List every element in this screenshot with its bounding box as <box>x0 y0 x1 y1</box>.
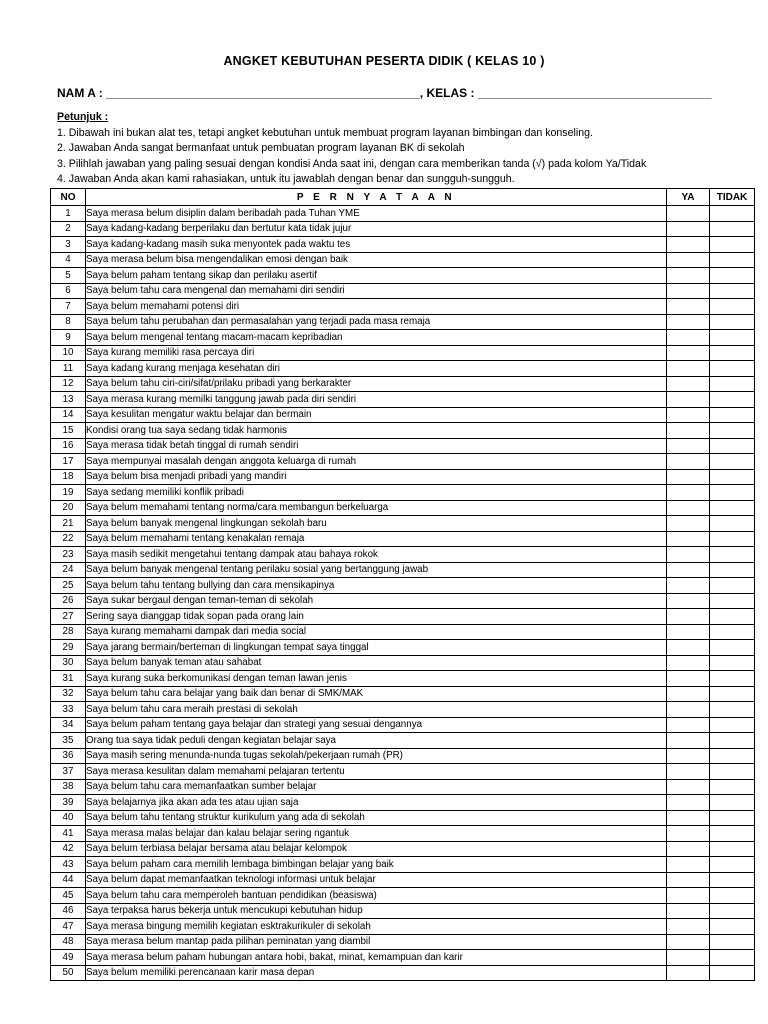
row-number: 18 <box>51 469 86 485</box>
table-row <box>51 826 755 842</box>
ya-checkbox-cell[interactable] <box>667 345 710 361</box>
table-row <box>51 578 755 594</box>
ya-checkbox-cell[interactable] <box>667 934 710 950</box>
row-number: 28 <box>51 624 86 640</box>
ya-checkbox-cell[interactable] <box>667 376 710 392</box>
tidak-checkbox-cell[interactable] <box>710 345 755 361</box>
table-body <box>51 206 755 981</box>
ya-checkbox-cell[interactable] <box>667 283 710 299</box>
row-number: 41 <box>51 826 86 842</box>
row-number: 50 <box>51 965 86 981</box>
row-statement: Saya belum memahami tentang norma/cara membangun berkeluarga <box>86 500 667 516</box>
row-number: 9 <box>51 330 86 346</box>
ya-checkbox-cell[interactable] <box>667 671 710 687</box>
table-row <box>51 888 755 904</box>
ya-checkbox-cell[interactable] <box>667 299 710 315</box>
tidak-checkbox-cell[interactable] <box>710 717 755 733</box>
ya-checkbox-cell[interactable] <box>667 733 710 749</box>
row-statement: Sering saya dianggap tidak sopan pada orang lain <box>86 609 667 625</box>
table-row <box>51 314 755 330</box>
ya-checkbox-cell[interactable] <box>667 779 710 795</box>
row-statement: Saya belum memahami potensi diri <box>86 299 667 315</box>
ya-checkbox-cell[interactable] <box>667 717 710 733</box>
row-statement: Saya sukar bergaul dengan teman-teman di sekolah <box>86 593 667 609</box>
row-statement: Saya belum banyak mengenal lingkungan sekolah baru <box>86 516 667 532</box>
row-statement: Saya kesulitan mengatur waktu belajar dan bermain <box>86 407 667 423</box>
nama-label: NAM A : <box>57 86 103 100</box>
tidak-checkbox-cell[interactable] <box>710 609 755 625</box>
row-number: 16 <box>51 438 86 454</box>
table-row <box>51 237 755 253</box>
table-row <box>51 702 755 718</box>
table-row <box>51 330 755 346</box>
table-row <box>51 500 755 516</box>
tidak-checkbox-cell[interactable] <box>710 438 755 454</box>
table-row <box>51 841 755 857</box>
row-statement: Saya belum tahu ciri-ciri/sifat/prilaku pribadi yang berkarakter <box>86 376 667 392</box>
ya-checkbox-cell[interactable] <box>667 407 710 423</box>
row-number: 27 <box>51 609 86 625</box>
table-row <box>51 764 755 780</box>
row-number: 34 <box>51 717 86 733</box>
ya-checkbox-cell[interactable] <box>667 237 710 253</box>
row-statement: Saya jarang bermain/berteman di lingkungan tempat saya tinggal <box>86 640 667 656</box>
ya-checkbox-cell[interactable] <box>667 857 710 873</box>
tidak-checkbox-cell[interactable] <box>710 407 755 423</box>
row-statement: Saya merasa belum bisa mengendalikan emosi dengan baik <box>86 252 667 268</box>
tidak-checkbox-cell[interactable] <box>710 702 755 718</box>
row-number: 42 <box>51 841 86 857</box>
ya-checkbox-cell[interactable] <box>667 314 710 330</box>
tidak-checkbox-cell[interactable] <box>710 655 755 671</box>
tidak-checkbox-cell[interactable] <box>710 764 755 780</box>
tidak-checkbox-cell[interactable] <box>710 531 755 547</box>
tidak-checkbox-cell[interactable] <box>710 748 755 764</box>
row-number: 7 <box>51 299 86 315</box>
row-number: 13 <box>51 392 86 408</box>
table-row <box>51 252 755 268</box>
table-row <box>51 221 755 237</box>
header-statement: P E R N Y A T A A N <box>86 189 667 206</box>
row-number: 46 <box>51 903 86 919</box>
tidak-checkbox-cell[interactable] <box>710 903 755 919</box>
row-number: 5 <box>51 268 86 284</box>
row-number: 31 <box>51 671 86 687</box>
ya-checkbox-cell[interactable] <box>667 640 710 656</box>
tidak-checkbox-cell[interactable] <box>710 454 755 470</box>
row-statement: Saya belum paham cara memilih lembaga bimbingan belajar yang baik <box>86 857 667 873</box>
row-statement: Saya belum memahami tentang kenakalan remaja <box>86 531 667 547</box>
ya-checkbox-cell[interactable] <box>667 206 710 222</box>
row-number: 14 <box>51 407 86 423</box>
tidak-checkbox-cell[interactable] <box>710 500 755 516</box>
ya-checkbox-cell[interactable] <box>667 748 710 764</box>
tidak-checkbox-cell[interactable] <box>710 423 755 439</box>
row-statement: Saya kurang suka berkomunikasi dengan teman lawan jenis <box>86 671 667 687</box>
row-statement: Saya belum paham tentang gaya belajar dan strategi yang sesuai dengannya <box>86 717 667 733</box>
row-statement: Saya belum tahu cara memperoleh bantuan pendidikan (beasiswa) <box>86 888 667 904</box>
table-row <box>51 407 755 423</box>
row-number: 12 <box>51 376 86 392</box>
tidak-checkbox-cell[interactable] <box>710 221 755 237</box>
row-statement: Saya belum tahu tentang bullying dan cara mensikapinya <box>86 578 667 594</box>
row-number: 24 <box>51 562 86 578</box>
row-statement: Saya belum memiliki perencanaan karir masa depan <box>86 965 667 981</box>
kelas-label: , KELAS : <box>419 86 475 100</box>
row-statement: Saya merasa kurang memilki tanggung jawab pada diri sendiri <box>86 392 667 408</box>
tidak-checkbox-cell[interactable] <box>710 314 755 330</box>
ya-checkbox-cell[interactable] <box>667 686 710 702</box>
ya-checkbox-cell[interactable] <box>667 438 710 454</box>
tidak-checkbox-cell[interactable] <box>710 485 755 501</box>
table-row <box>51 934 755 950</box>
table-row <box>51 376 755 392</box>
row-statement: Saya kadang-kadang masih suka menyontek pada waktu tes <box>86 237 667 253</box>
ya-checkbox-cell[interactable] <box>667 485 710 501</box>
row-number: 25 <box>51 578 86 594</box>
instruction-item: 3. Pilihlah jawaban yang paling sesuai dengan kondisi Anda saat ini, dengan cara memberikan tanda (√) pada kolom Ya/Tidak <box>57 157 647 170</box>
row-number: 21 <box>51 516 86 532</box>
row-statement: Saya belum tahu cara mengenal dan memahami diri sendiri <box>86 283 667 299</box>
row-number: 20 <box>51 500 86 516</box>
tidak-checkbox-cell[interactable] <box>710 268 755 284</box>
row-number: 40 <box>51 810 86 826</box>
row-statement: Saya belajarnya jika akan ada tes atau ujian saja <box>86 795 667 811</box>
questionnaire-table <box>50 188 755 981</box>
row-statement: Saya belum tahu tentang struktur kurikulum yang ada di sekolah <box>86 810 667 826</box>
row-number: 15 <box>51 423 86 439</box>
row-number: 2 <box>51 221 86 237</box>
row-statement: Saya belum tahu cara meraih prestasi di sekolah <box>86 702 667 718</box>
table-row <box>51 903 755 919</box>
nama-field[interactable]: _______________________________________________ <box>106 86 420 100</box>
row-statement: Saya merasa belum paham hubungan antara hobi, bakat, minat, kemampuan dan karir <box>86 950 667 966</box>
row-statement: Orang tua saya tidak peduli dengan kegiatan belajar saya <box>86 733 667 749</box>
ya-checkbox-cell[interactable] <box>667 562 710 578</box>
row-number: 29 <box>51 640 86 656</box>
tidak-checkbox-cell[interactable] <box>710 516 755 532</box>
row-statement: Saya merasa malas belajar dan kalau belajar sering ngantuk <box>86 826 667 842</box>
table-row <box>51 919 755 935</box>
row-statement: Kondisi orang tua saya sedang tidak harmonis <box>86 423 667 439</box>
header-ya: YA <box>667 189 710 206</box>
ya-checkbox-cell[interactable] <box>667 826 710 842</box>
tidak-checkbox-cell[interactable] <box>710 562 755 578</box>
tidak-checkbox-cell[interactable] <box>710 392 755 408</box>
row-statement: Saya belum banyak teman atau sahabat <box>86 655 667 671</box>
tidak-checkbox-cell[interactable] <box>710 888 755 904</box>
table-row <box>51 810 755 826</box>
row-statement: Saya merasa belum disiplin dalam beribadah pada Tuhan YME <box>86 206 667 222</box>
ya-checkbox-cell[interactable] <box>667 593 710 609</box>
tidak-checkbox-cell[interactable] <box>710 872 755 888</box>
ya-checkbox-cell[interactable] <box>667 330 710 346</box>
tidak-checkbox-cell[interactable] <box>710 857 755 873</box>
tidak-checkbox-cell[interactable] <box>710 826 755 842</box>
ya-checkbox-cell[interactable] <box>667 361 710 377</box>
ya-checkbox-cell[interactable] <box>667 469 710 485</box>
row-statement: Saya kadang kurang menjaga kesehatan diri <box>86 361 667 377</box>
tidak-checkbox-cell[interactable] <box>710 252 755 268</box>
table-row <box>51 299 755 315</box>
table-row <box>51 547 755 563</box>
ya-checkbox-cell[interactable] <box>667 221 710 237</box>
row-number: 8 <box>51 314 86 330</box>
ya-checkbox-cell[interactable] <box>667 268 710 284</box>
document-title: ANGKET KEBUTUHAN PESERTA DIDIK ( KELAS 10 ) <box>223 54 545 68</box>
instruction-item: 2. Jawaban Anda sangat bermanfaat untuk pembuatan program layanan BK di sekolah <box>57 142 465 154</box>
table-row <box>51 361 755 377</box>
ya-checkbox-cell[interactable] <box>667 950 710 966</box>
row-statement: Saya belum dapat memanfaatkan teknologi informasi untuk belajar <box>86 872 667 888</box>
row-number: 36 <box>51 748 86 764</box>
row-statement: Saya merasa tidak betah tinggal di rumah sendiri <box>86 438 667 454</box>
tidak-checkbox-cell[interactable] <box>710 795 755 811</box>
table-row <box>51 872 755 888</box>
ya-checkbox-cell[interactable] <box>667 919 710 935</box>
row-statement: Saya masih sedikit mengetahui tentang dampak atau bahaya rokok <box>86 547 667 563</box>
ya-checkbox-cell[interactable] <box>667 578 710 594</box>
row-number: 3 <box>51 237 86 253</box>
tidak-checkbox-cell[interactable] <box>710 919 755 935</box>
tidak-checkbox-cell[interactable] <box>710 299 755 315</box>
ya-checkbox-cell[interactable] <box>667 454 710 470</box>
row-statement: Saya belum banyak mengenal tentang perilaku sosial yang bertanggung jawab <box>86 562 667 578</box>
table-row <box>51 609 755 625</box>
row-number: 45 <box>51 888 86 904</box>
tidak-checkbox-cell[interactable] <box>710 965 755 981</box>
table-row <box>51 485 755 501</box>
table-row <box>51 717 755 733</box>
tidak-checkbox-cell[interactable] <box>710 640 755 656</box>
row-statement: Saya belum paham tentang sikap dan perilaku asertif <box>86 268 667 284</box>
ya-checkbox-cell[interactable] <box>667 392 710 408</box>
row-number: 38 <box>51 779 86 795</box>
tidak-checkbox-cell[interactable] <box>710 547 755 563</box>
tidak-checkbox-cell[interactable] <box>710 624 755 640</box>
header-tidak: TIDAK <box>710 189 755 206</box>
ya-checkbox-cell[interactable] <box>667 609 710 625</box>
ya-checkbox-cell[interactable] <box>667 516 710 532</box>
tidak-checkbox-cell[interactable] <box>710 330 755 346</box>
row-number: 47 <box>51 919 86 935</box>
table-row <box>51 268 755 284</box>
tidak-checkbox-cell[interactable] <box>710 469 755 485</box>
row-statement: Saya kadang-kadang berperilaku dan bertutur kata tidak jujur <box>86 221 667 237</box>
row-statement: Saya belum bisa menjadi pribadi yang mandiri <box>86 469 667 485</box>
table-row <box>51 624 755 640</box>
row-number: 32 <box>51 686 86 702</box>
table-row <box>51 516 755 532</box>
row-statement: Saya belum tahu cara memanfaatkan sumber belajar <box>86 779 667 795</box>
table-row <box>51 779 755 795</box>
table-row <box>51 562 755 578</box>
tidak-checkbox-cell[interactable] <box>710 376 755 392</box>
row-number: 1 <box>51 206 86 222</box>
row-number: 19 <box>51 485 86 501</box>
row-statement: Saya masih sering menunda-nunda tugas sekolah/pekerjaan rumah (PR) <box>86 748 667 764</box>
row-statement: Saya belum terbiasa belajar bersama atau belajar kelompok <box>86 841 667 857</box>
table-row <box>51 671 755 687</box>
row-number: 37 <box>51 764 86 780</box>
table-row <box>51 965 755 981</box>
row-number: 33 <box>51 702 86 718</box>
row-statement: Saya terpaksa harus bekerja untuk mencukupi kebutuhan hidup <box>86 903 667 919</box>
ya-checkbox-cell[interactable] <box>667 655 710 671</box>
row-number: 48 <box>51 934 86 950</box>
row-statement: Saya merasa bingung memilih kegiatan esktrakurikuler di sekolah <box>86 919 667 935</box>
row-number: 22 <box>51 531 86 547</box>
table-row <box>51 531 755 547</box>
row-statement: Saya belum tahu cara belajar yang baik dan benar di SMK/MAK <box>86 686 667 702</box>
tidak-checkbox-cell[interactable] <box>710 841 755 857</box>
row-statement: Saya sedang memiliki konflik pribadi <box>86 485 667 501</box>
tidak-checkbox-cell[interactable] <box>710 686 755 702</box>
tidak-checkbox-cell[interactable] <box>710 578 755 594</box>
ya-checkbox-cell[interactable] <box>667 764 710 780</box>
tidak-checkbox-cell[interactable] <box>710 237 755 253</box>
tidak-checkbox-cell[interactable] <box>710 593 755 609</box>
table-row <box>51 748 755 764</box>
row-statement: Saya belum mengenal tentang macam-macam kepribadian <box>86 330 667 346</box>
table-row <box>51 345 755 361</box>
tidak-checkbox-cell[interactable] <box>710 810 755 826</box>
row-number: 39 <box>51 795 86 811</box>
ya-checkbox-cell[interactable] <box>667 252 710 268</box>
instructions-heading: Petunjuk : <box>57 111 109 123</box>
row-statement: Saya merasa kesulitan dalam memahami pelajaran tertentu <box>86 764 667 780</box>
tidak-checkbox-cell[interactable] <box>710 361 755 377</box>
table-row <box>51 950 755 966</box>
ya-checkbox-cell[interactable] <box>667 531 710 547</box>
ya-checkbox-cell[interactable] <box>667 903 710 919</box>
row-number: 30 <box>51 655 86 671</box>
ya-checkbox-cell[interactable] <box>667 795 710 811</box>
tidak-checkbox-cell[interactable] <box>710 206 755 222</box>
row-number: 17 <box>51 454 86 470</box>
row-statement: Saya mempunyai masalah dengan anggota keluarga di rumah <box>86 454 667 470</box>
table-row <box>51 686 755 702</box>
row-number: 4 <box>51 252 86 268</box>
row-number: 23 <box>51 547 86 563</box>
instruction-item: 4. Jawaban Anda akan kami rahasiakan, untuk itu jawablah dengan benar dan sungguh-sungguh. <box>57 173 515 185</box>
kelas-field[interactable]: ___________________________________ <box>477 86 712 100</box>
tidak-checkbox-cell[interactable] <box>710 671 755 687</box>
table-row <box>51 283 755 299</box>
ya-checkbox-cell[interactable] <box>667 423 710 439</box>
table-row <box>51 454 755 470</box>
table-header-row <box>51 189 755 206</box>
tidak-checkbox-cell[interactable] <box>710 934 755 950</box>
table-row <box>51 593 755 609</box>
row-number: 10 <box>51 345 86 361</box>
instruction-item: 1. Dibawah ini bukan alat tes, tetapi angket kebutuhan untuk membuat program layanan bimbingan dan konseling. <box>57 126 593 139</box>
ya-checkbox-cell[interactable] <box>667 965 710 981</box>
row-statement: Saya kurang memiliki rasa percaya diri <box>86 345 667 361</box>
row-number: 43 <box>51 857 86 873</box>
tidak-checkbox-cell[interactable] <box>710 779 755 795</box>
row-statement: Saya kurang memahami dampak dari media social <box>86 624 667 640</box>
table-row <box>51 733 755 749</box>
table-row <box>51 469 755 485</box>
table-row <box>51 640 755 656</box>
table-row <box>51 857 755 873</box>
ya-checkbox-cell[interactable] <box>667 547 710 563</box>
tidak-checkbox-cell[interactable] <box>710 950 755 966</box>
ya-checkbox-cell[interactable] <box>667 810 710 826</box>
row-number: 35 <box>51 733 86 749</box>
table-row <box>51 206 755 222</box>
row-statement: Saya merasa belum mantap pada pilihan peminatan yang diambil <box>86 934 667 950</box>
instructions <box>57 110 646 188</box>
identity-line <box>57 86 711 100</box>
row-number: 26 <box>51 593 86 609</box>
ya-checkbox-cell[interactable] <box>667 872 710 888</box>
ya-checkbox-cell[interactable] <box>667 702 710 718</box>
header-no: NO <box>51 189 86 206</box>
table-row <box>51 438 755 454</box>
row-number: 11 <box>51 361 86 377</box>
table-row <box>51 423 755 439</box>
tidak-checkbox-cell[interactable] <box>710 283 755 299</box>
row-number: 44 <box>51 872 86 888</box>
row-statement: Saya belum tahu perubahan dan permasalahan yang terjadi pada masa remaja <box>86 314 667 330</box>
table-row <box>51 655 755 671</box>
row-number: 49 <box>51 950 86 966</box>
tidak-checkbox-cell[interactable] <box>710 733 755 749</box>
table-row <box>51 795 755 811</box>
table-row <box>51 392 755 408</box>
ya-checkbox-cell[interactable] <box>667 888 710 904</box>
ya-checkbox-cell[interactable] <box>667 500 710 516</box>
row-number: 6 <box>51 283 86 299</box>
ya-checkbox-cell[interactable] <box>667 841 710 857</box>
ya-checkbox-cell[interactable] <box>667 624 710 640</box>
